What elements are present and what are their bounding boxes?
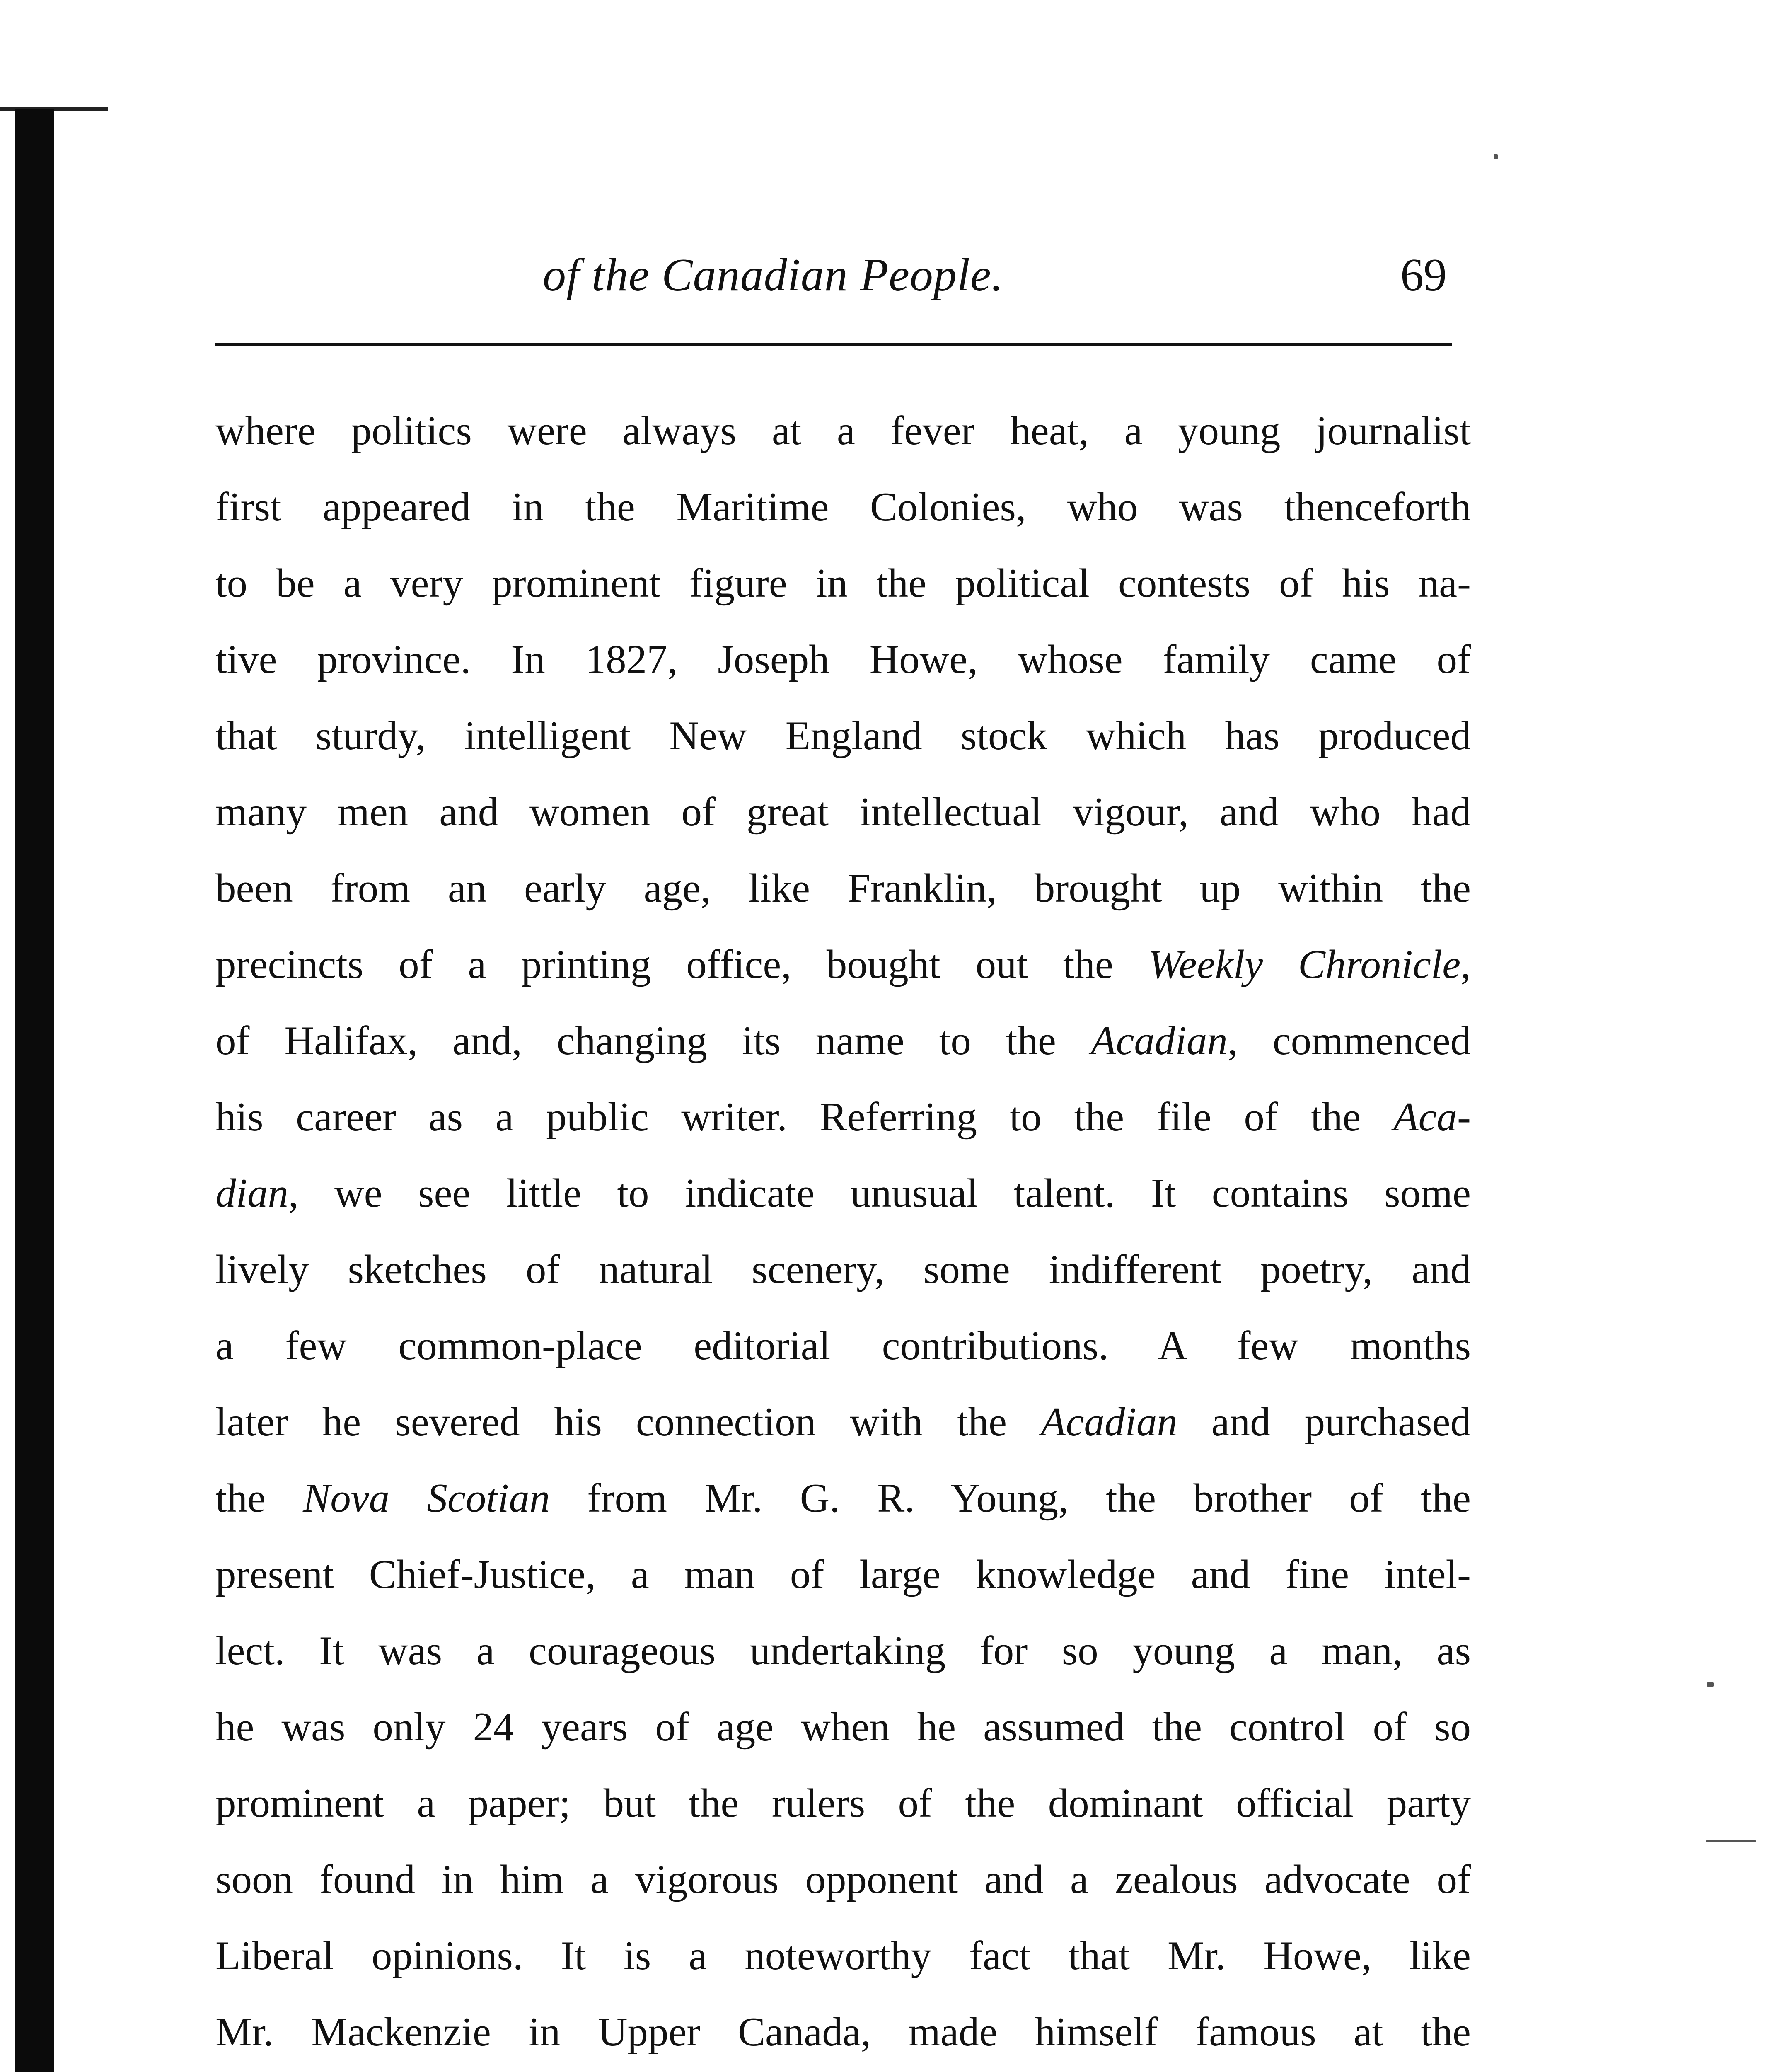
text-segment: Liberal opinions. It is a noteworthy fact that Mr. Howe, like xyxy=(215,1933,1471,1978)
text-segment: the xyxy=(215,1476,303,1521)
text-segment: first appeared in the Maritime Colonies, who was thenceforth xyxy=(215,484,1471,530)
text-segment: a few common-place editorial contributions. A few months xyxy=(215,1323,1471,1368)
text-line xyxy=(215,698,1471,774)
italic-title: dian xyxy=(215,1171,289,1216)
italic-title: Weekly Chronicle xyxy=(1148,942,1461,987)
text-line xyxy=(215,1308,1471,1384)
text-line xyxy=(215,1842,1471,1918)
text-line xyxy=(215,1384,1471,1460)
body-text xyxy=(215,393,1471,2072)
text-line xyxy=(215,1155,1471,1232)
header-rule xyxy=(215,343,1452,346)
italic-title: Acadian xyxy=(1040,1399,1177,1445)
text-segment: present Chief-Justice, a man of large knowledge and fine intel- xyxy=(215,1552,1471,1597)
text-line xyxy=(215,1079,1471,1155)
scan-speck xyxy=(1494,154,1498,159)
text-segment: of Halifax, and, changing its name to the xyxy=(215,1018,1091,1063)
text-segment: been from an early age, like Franklin, brought up within the xyxy=(215,866,1471,911)
text-segment: he was only 24 years of age when he assumed the control of so xyxy=(215,1704,1471,1750)
scan-speck xyxy=(1707,1682,1714,1687)
text-line xyxy=(215,1613,1471,1689)
italic-title: Acadian xyxy=(1091,1018,1228,1063)
text-segment: to be a very prominent figure in the political contests of his na- xyxy=(215,561,1471,606)
text-line xyxy=(215,1994,1471,2070)
text-line xyxy=(215,545,1471,622)
text-segment: , commenced xyxy=(1227,1018,1471,1063)
text-line xyxy=(215,469,1471,545)
text-line xyxy=(215,393,1471,469)
text-line xyxy=(215,622,1471,698)
text-segment: lect. It was a courageous undertaking for so young a man, as xyxy=(215,1628,1471,1673)
text-line xyxy=(215,1003,1471,1079)
text-line xyxy=(215,927,1471,1003)
text-segment: his career as a public writer. Referring to the file of the xyxy=(215,1094,1394,1140)
italic-title: Aca- xyxy=(1393,1094,1471,1140)
text-segment: many men and women of great intellectual vigour, and who had xyxy=(215,789,1471,835)
italic-title: Nova Scotian xyxy=(303,1476,550,1521)
text-line xyxy=(215,1460,1471,1537)
text-segment: Mr. Mackenzie in Upper Canada, made himself famous at the xyxy=(215,2009,1471,2055)
page-number: 69 xyxy=(1400,249,1447,301)
text-segment: later he severed his connection with the xyxy=(215,1399,1041,1445)
running-title: of the Canadian People. xyxy=(543,249,1003,301)
text-line xyxy=(215,774,1471,850)
text-segment: prominent a paper; but the rulers of the dominant official party xyxy=(215,1781,1471,1826)
text-line xyxy=(215,1765,1471,1842)
text-segment: tive province. In 1827, Joseph Howe, whose family came of xyxy=(215,637,1471,682)
text-line xyxy=(215,2070,1471,2072)
text-segment: lively sketches of natural scenery, some indifferent poetry, and xyxy=(215,1247,1471,1292)
text-segment: , xyxy=(1460,942,1471,987)
text-line xyxy=(215,1918,1471,1994)
text-segment: from Mr. G. R. Young, the brother of the xyxy=(550,1476,1471,1521)
text-line xyxy=(215,850,1471,927)
text-segment: soon found in him a vigorous opponent and a zealous advocate of xyxy=(215,1857,1471,1902)
text-segment: , we see little to indicate unusual talent. It contains some xyxy=(288,1171,1471,1216)
text-line xyxy=(215,1537,1471,1613)
text-segment: precincts of a printing office, bought out the xyxy=(215,942,1148,987)
text-line xyxy=(215,1232,1471,1308)
text-segment: that sturdy, intelligent New England stock which has produced xyxy=(215,713,1471,758)
text-segment: where politics were always at a fever heat, a young journalist xyxy=(215,408,1471,453)
text-segment: and purchased xyxy=(1177,1399,1471,1445)
scan-speck xyxy=(1706,1840,1756,1842)
scan-binding-bar-upper xyxy=(15,109,54,2072)
text-line xyxy=(215,1689,1471,1765)
